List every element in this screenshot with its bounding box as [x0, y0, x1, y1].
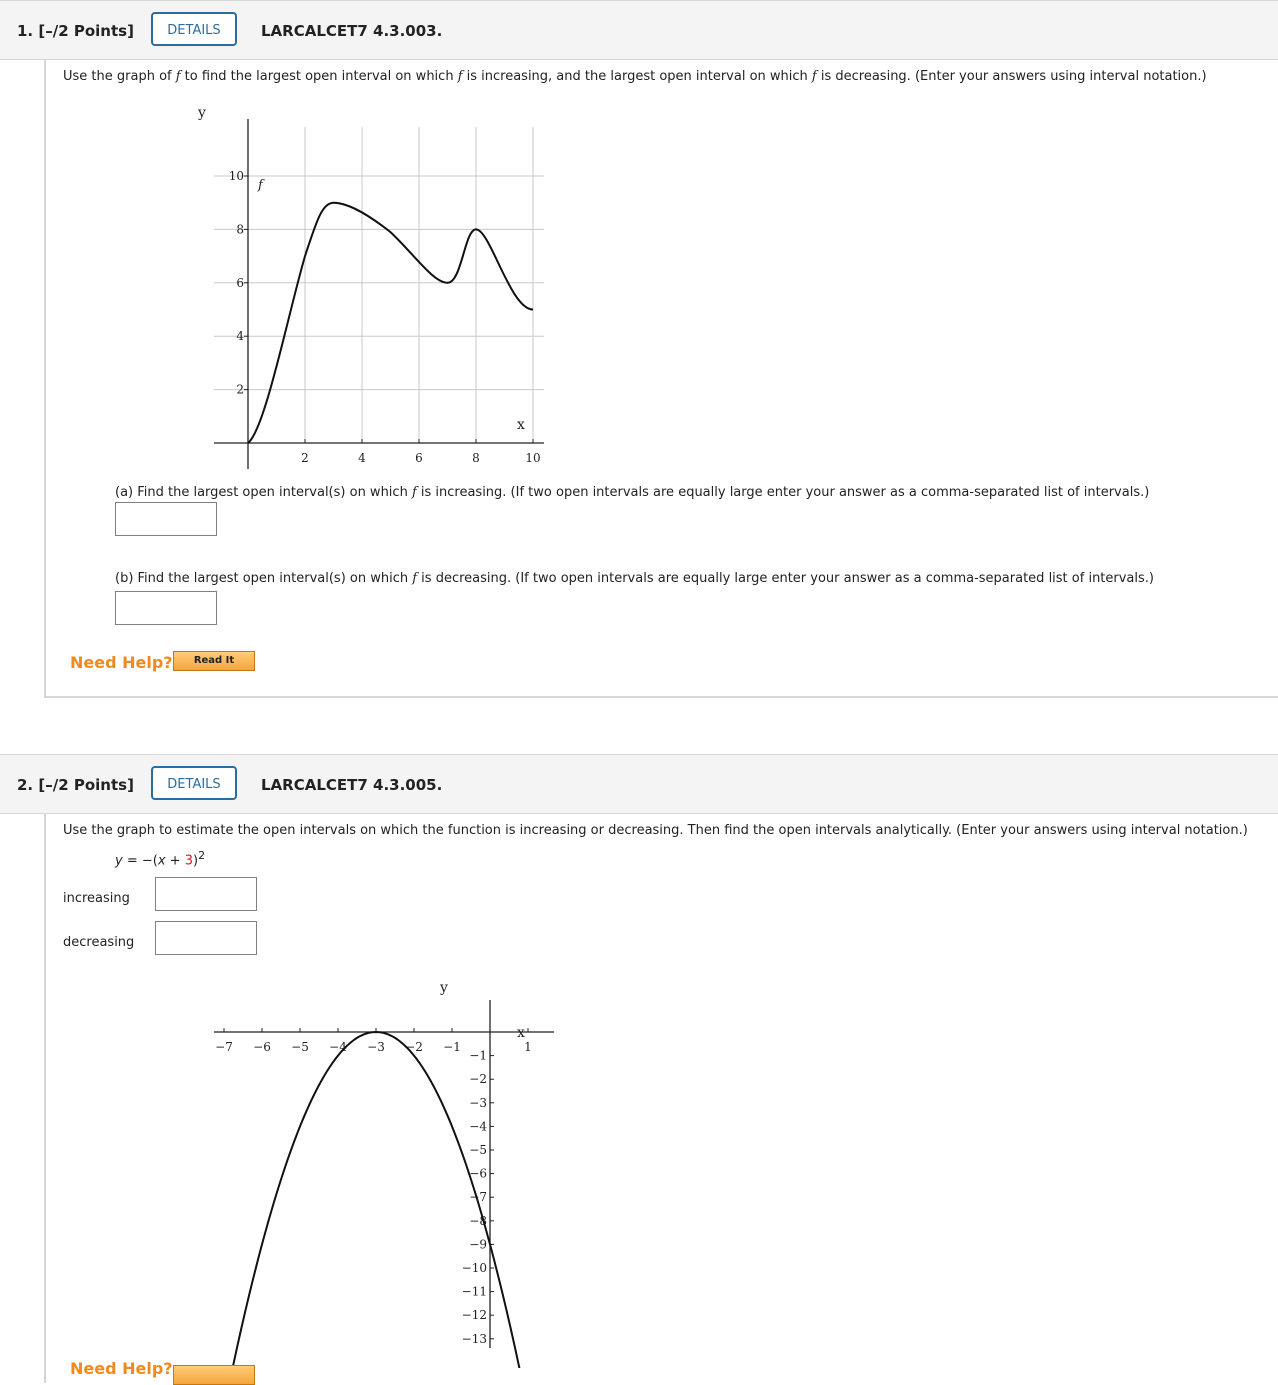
y-tick-label: −12 — [461, 1308, 487, 1323]
question-id: LARCALCET7 4.3.005. — [261, 776, 443, 794]
y-tick-label: −5 — [469, 1143, 487, 1157]
graph-f — [164, 99, 544, 469]
details-button[interactable]: DETAILS — [151, 766, 237, 800]
graph-parabola — [164, 978, 564, 1368]
y-tick-label: −2 — [469, 1072, 487, 1087]
y-tick-label: −10 — [461, 1261, 487, 1275]
decreasing-label: decreasing — [63, 935, 135, 950]
question-2-header — [0, 754, 1278, 814]
y-tick-label: 10 — [228, 169, 244, 183]
question-number: 2. [–/2 Points] — [17, 776, 134, 794]
x-tick-label: −4 — [329, 1040, 347, 1054]
x-tick-label: −3 — [367, 1040, 385, 1054]
question-id: LARCALCET7 4.3.003. — [261, 22, 443, 40]
x-tick-label: 8 — [472, 451, 480, 465]
question-prompt: Use the graph to estimate the open intervals on which the function is increasing or decreasing. Then find the open intervals analytically. (Enter your answers using interval notation.) — [63, 823, 1248, 838]
need-help-label: Need Help? — [70, 653, 173, 672]
x-axis-label: x — [517, 417, 525, 433]
curve-label-f: f — [258, 178, 263, 193]
question-1-header — [0, 0, 1278, 60]
y-tick-label: −4 — [469, 1119, 487, 1134]
y-tick-label: 6 — [236, 275, 244, 290]
y-tick-label: 4 — [236, 329, 244, 344]
increasing-answer-input[interactable] — [155, 877, 257, 911]
y-tick-label: 8 — [236, 222, 244, 237]
need-help-label: Need Help? — [70, 1359, 173, 1378]
equation-constant: 3 — [184, 853, 193, 869]
y-tick-label: −9 — [469, 1237, 487, 1252]
x-tick-label: −7 — [215, 1040, 233, 1054]
y-tick-label: 2 — [236, 382, 244, 397]
x-tick-label: −5 — [291, 1040, 309, 1054]
question-prompt: Use the graph of f to find the largest open interval on which f is increasing, and the largest open interval on which f is decreasing. (Enter your answers using interval notation.) — [63, 69, 1207, 84]
y-tick-label: −1 — [469, 1048, 487, 1063]
equation-exponent: 2 — [198, 849, 206, 862]
read-it-button[interactable] — [173, 1365, 255, 1385]
part-a-prompt: (a) Find the largest open interval(s) on which f is increasing. (If two open intervals are equally large enter your answer as a comma-separated list of intervals.) — [115, 485, 1150, 500]
x-tick-label: −1 — [443, 1040, 461, 1054]
y-tick-label: −6 — [469, 1166, 487, 1181]
x-tick-label: 10 — [525, 451, 541, 465]
y-axis-label: y — [198, 105, 206, 121]
x-tick-label: −2 — [405, 1040, 423, 1054]
equation: $y = -(x + 3)^2$ — [115, 849, 206, 869]
y-tick-label: −3 — [469, 1095, 487, 1110]
question-number: 1. [–/2 Points] — [17, 22, 134, 40]
y-tick-label: −11 — [461, 1284, 487, 1299]
decreasing-answer-input[interactable] — [155, 921, 257, 955]
part-b-answer-input[interactable] — [115, 591, 217, 625]
y-tick-label: −13 — [461, 1331, 487, 1346]
x-tick-label: 1 — [524, 1040, 532, 1054]
part-a-answer-input[interactable] — [115, 502, 217, 536]
x-tick-label: 2 — [301, 451, 309, 465]
increasing-label: increasing — [63, 891, 130, 906]
question-2-body — [44, 813, 1278, 1383]
x-axis-label: x — [517, 1025, 525, 1041]
y-tick-label: −8 — [469, 1213, 487, 1228]
question-1-body — [44, 59, 1278, 698]
details-button[interactable]: DETAILS — [151, 12, 237, 46]
read-it-button[interactable]: Read It — [173, 651, 255, 671]
x-tick-label: 6 — [415, 451, 423, 465]
y-tick-label: −7 — [469, 1190, 487, 1205]
part-b-prompt: (b) Find the largest open interval(s) on which f is decreasing. (If two open intervals are equally large enter your answer as a comma-separated list of intervals.) — [115, 571, 1154, 586]
x-tick-label: 4 — [358, 451, 366, 465]
y-axis-label: y — [440, 980, 448, 996]
x-tick-label: −6 — [253, 1040, 271, 1054]
